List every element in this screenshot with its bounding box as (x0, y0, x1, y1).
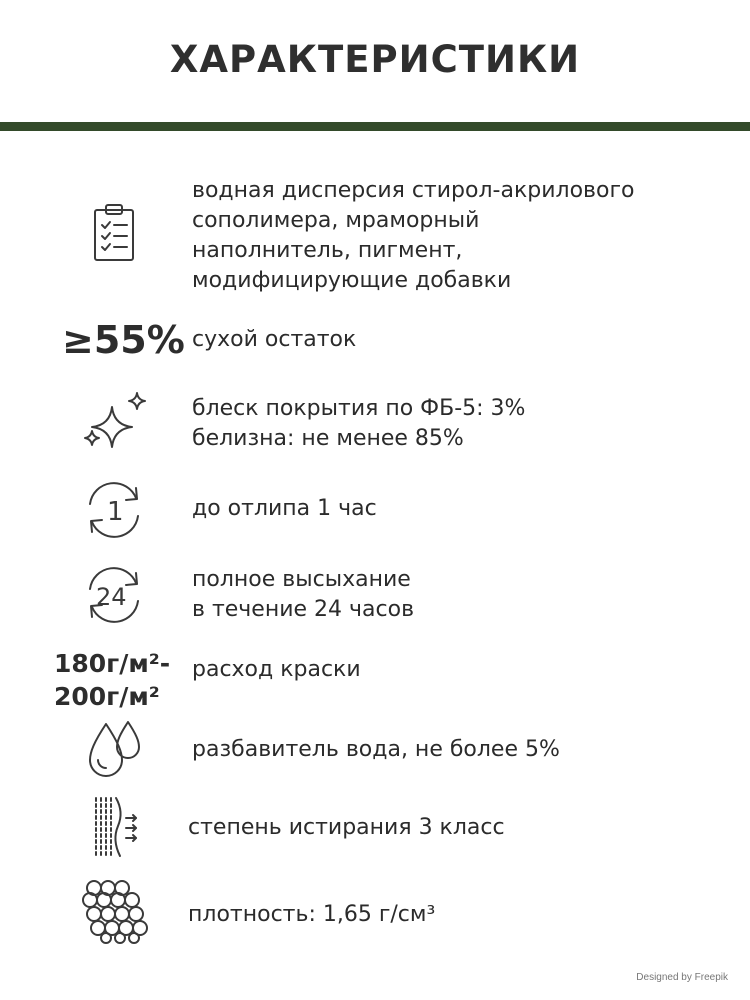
credit-text: Designed by Freepik (636, 972, 728, 983)
timer-24-label: 24 (96, 583, 127, 611)
spec-text-line: модифицирующие добавки (192, 268, 512, 293)
consumption-value-line: 200г/м² (54, 682, 160, 711)
spec-text-line: в течение 24 часов (192, 597, 415, 622)
accent-divider (0, 122, 750, 131)
spec-text-line: расход краски (192, 657, 361, 682)
spec-text-line: разбавитель вода, не более 5% (192, 737, 560, 762)
spec-text-line: водная дисперсия стирол-акрилового (192, 178, 635, 203)
consumption-value (54, 647, 170, 713)
spec-text-line: сухой остаток (192, 327, 357, 352)
spec-text-line: плотность: 1,65 г/см³ (188, 902, 436, 927)
spec-text-line: до отлипа 1 час (192, 496, 377, 521)
spec-text-line: степень истирания 3 класс (188, 815, 505, 840)
spheres-density-icon (80, 878, 152, 944)
dry-residue-value: ≥55% (62, 318, 185, 362)
timer-1-icon (82, 480, 146, 540)
sparkles-icon (80, 391, 150, 455)
timer-24-icon (82, 565, 146, 625)
abrasion-icon (92, 796, 142, 858)
spec-text-line: белизна: не менее 85% (192, 426, 464, 451)
spec-text-line: сополимера, мраморный (192, 208, 480, 233)
water-drops-icon (86, 718, 146, 782)
spec-text-line: полное высыхание (192, 567, 411, 592)
timer-1-label: 1 (107, 497, 124, 527)
consumption-value-line: 180г/м²- (54, 649, 171, 678)
clipboard-checklist-icon (93, 204, 135, 262)
spec-text-line: наполнитель, пигмент, (192, 238, 463, 263)
spec-text-line: блеск покрытия по ФБ-5: 3% (192, 396, 526, 421)
page-title: ХАРАКТЕРИСТИКИ (169, 38, 581, 81)
